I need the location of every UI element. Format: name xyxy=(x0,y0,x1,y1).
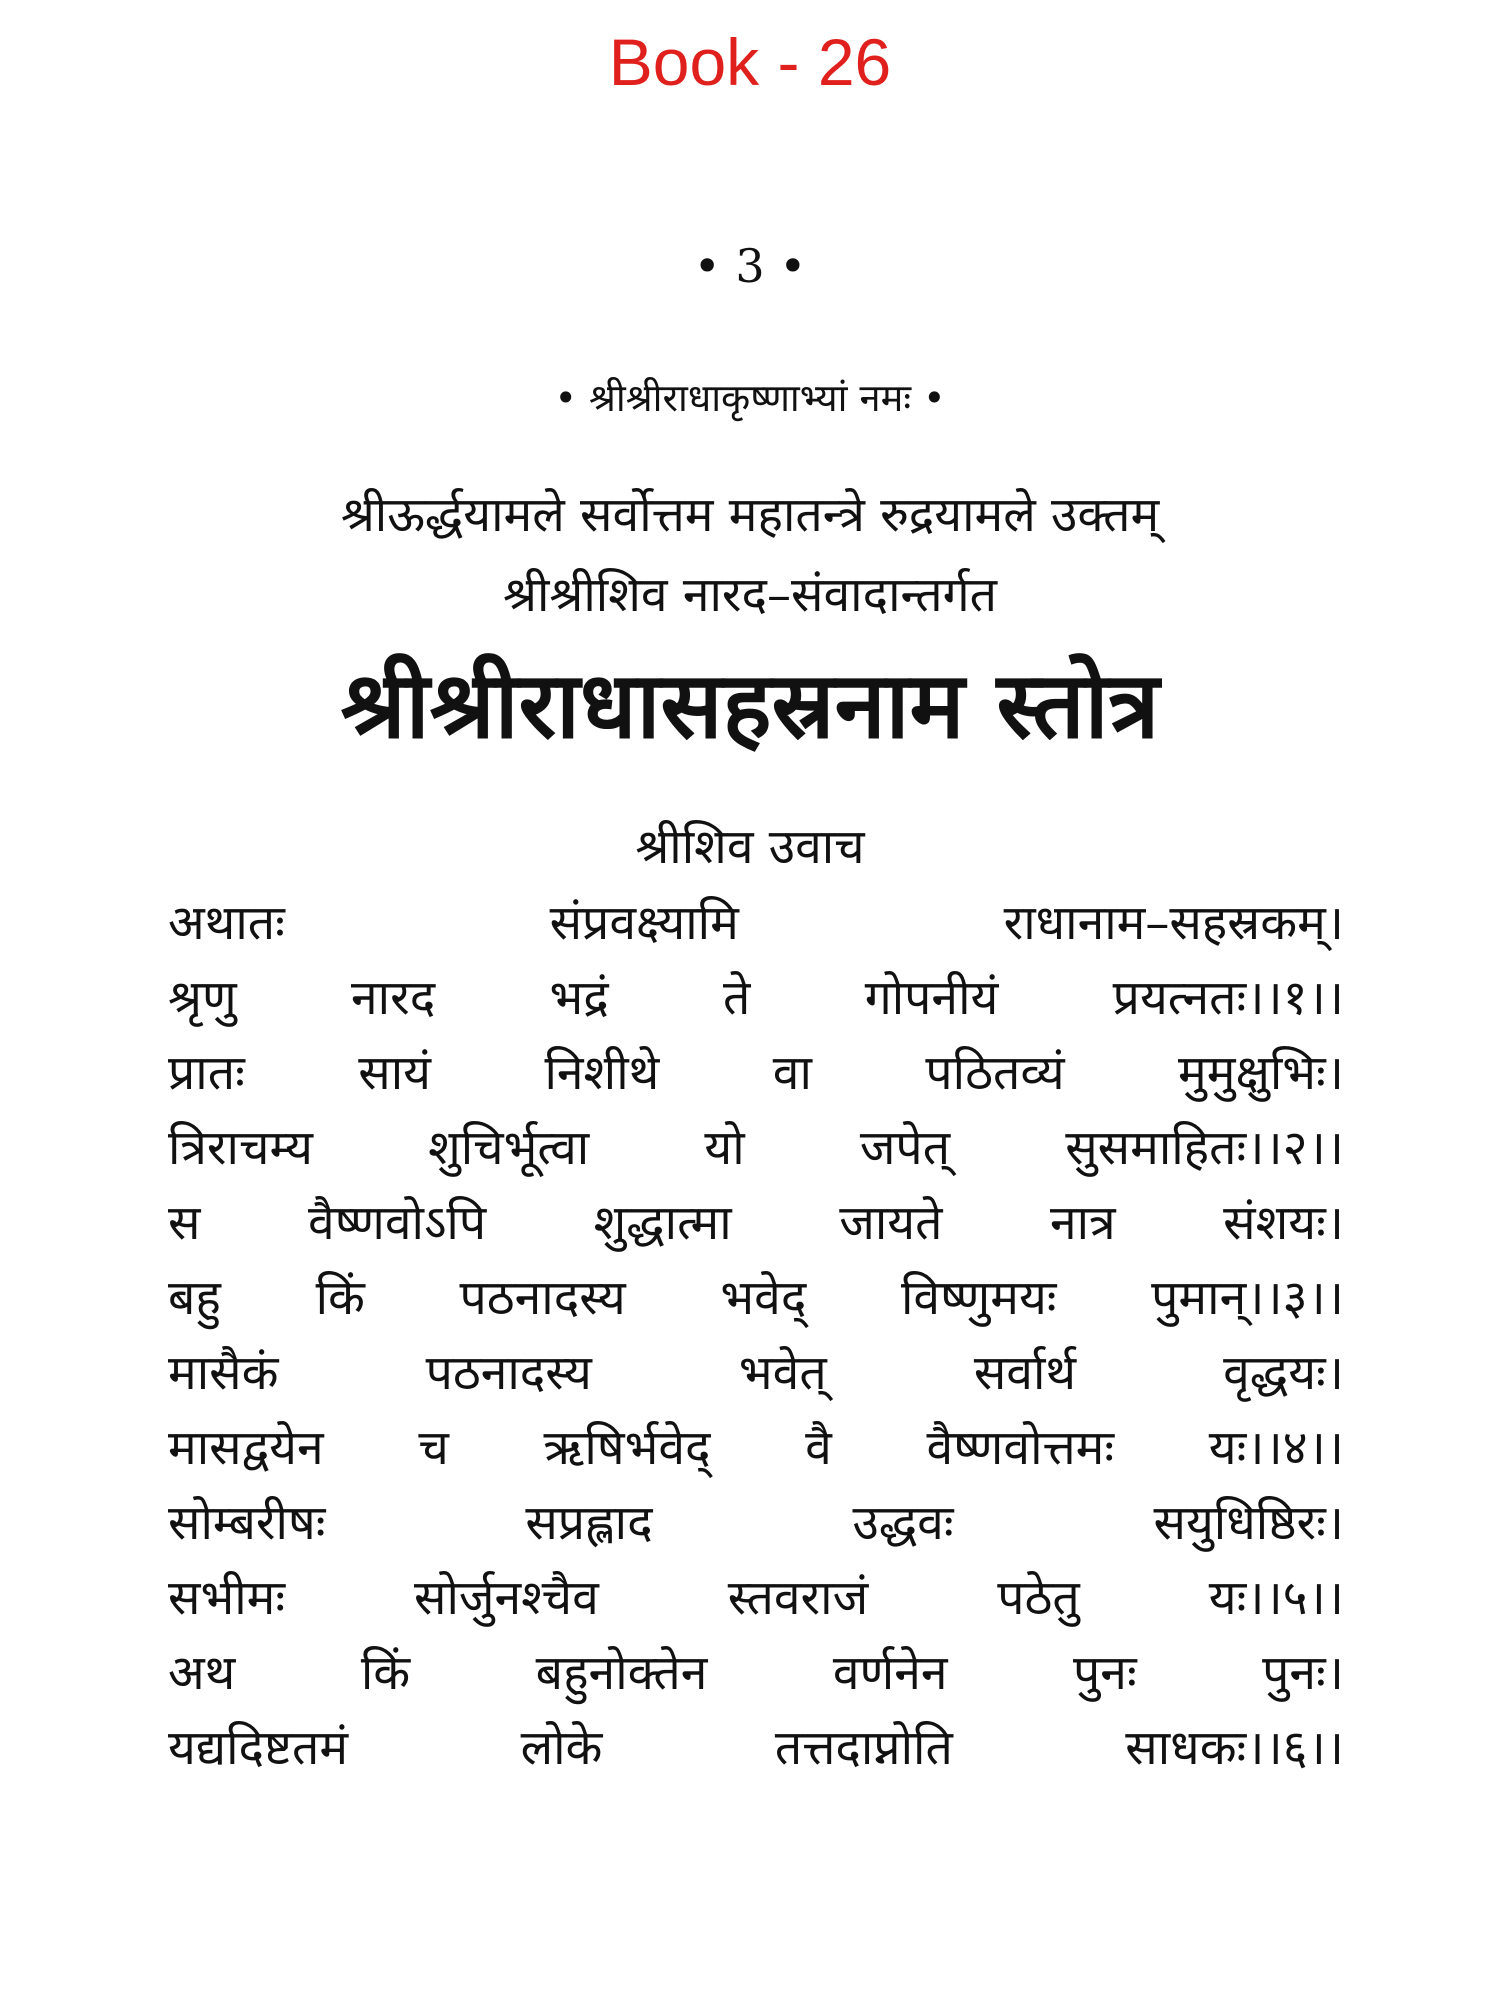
verse-word: सोर्जुनश्चैव xyxy=(414,1570,599,1626)
verse-word: त्रिराचम्य xyxy=(168,1120,313,1176)
verse-word: लोके xyxy=(520,1720,603,1776)
verse-word: यो xyxy=(704,1120,745,1176)
page-number: • 3 • xyxy=(693,239,807,293)
verse-line xyxy=(168,1636,1344,1711)
verse-word: प्रातः xyxy=(168,1045,245,1101)
verse-word: सयुधिष्ठिरः। xyxy=(1153,1495,1344,1551)
verse-word: वर्णनेन xyxy=(832,1645,948,1701)
verse-line xyxy=(168,961,1344,1036)
verse-word: नात्र xyxy=(1050,1195,1116,1251)
verse-line xyxy=(168,1336,1344,1411)
verse-word: च xyxy=(418,1420,449,1476)
verse-word: वा xyxy=(772,1045,812,1101)
verse-word: ते xyxy=(723,970,751,1026)
verse-line xyxy=(168,1111,1344,1186)
verse-word: सोम्बरीषः xyxy=(168,1495,326,1551)
verse-word: गोपनीयं xyxy=(864,970,999,1026)
verse-word: यद्यदिष्टतमं xyxy=(168,1720,349,1776)
verse-word: ऋषिर्भवेद् xyxy=(543,1420,711,1476)
verse-word: पठितव्यं xyxy=(925,1045,1065,1101)
verse-word: बहु xyxy=(168,1270,221,1326)
subtitle-line-2: श्रीश्रीशिव नारद–संवादान्तर्गत xyxy=(502,567,998,623)
verse-word: सुसमाहितः।।२।। xyxy=(1065,1120,1344,1176)
verse-word: सर्वार्थ xyxy=(973,1345,1077,1401)
verse-word: पुमान्।।३।। xyxy=(1151,1270,1344,1326)
verse-word: अथातः xyxy=(168,895,285,951)
verse-line xyxy=(168,1036,1344,1111)
verse-line xyxy=(168,1186,1344,1261)
verse-word: श्रृणु xyxy=(168,970,237,1026)
verse-word: प्रयत्नतः।।१।। xyxy=(1112,970,1344,1026)
speaker-heading: श्रीशिव उवाच xyxy=(635,819,865,875)
verse-line xyxy=(168,1261,1344,1336)
verse-line xyxy=(168,886,1344,961)
verse-line xyxy=(168,1411,1344,1486)
verse-word: पठेतु xyxy=(997,1570,1080,1626)
verse-word: वैष्णवोऽपि xyxy=(308,1195,487,1251)
verse-word: वैष्णवोत्तमः xyxy=(926,1420,1115,1476)
verse-word: शुद्धात्मा xyxy=(593,1195,732,1251)
verse-word: स्तवराजं xyxy=(727,1570,869,1626)
verse-word: पुनः xyxy=(1073,1645,1137,1701)
invocation: • श्रीश्रीराधाकृष्णाभ्यां नमः • xyxy=(554,376,946,420)
verse-word: मुमुक्षुभिः। xyxy=(1178,1045,1344,1101)
verse-list xyxy=(168,886,1344,1786)
verse-word: वै xyxy=(805,1420,832,1476)
verse-word: किं xyxy=(315,1270,365,1326)
verse-word: अथ xyxy=(168,1645,236,1701)
verse-word: यः।।५।। xyxy=(1208,1570,1344,1626)
verse-word: किं xyxy=(360,1645,411,1701)
verse-word: वृद्धयः। xyxy=(1223,1345,1344,1401)
verse-word: सभीमः xyxy=(168,1570,286,1626)
verse-word: स xyxy=(168,1195,201,1251)
verse-word: नारद xyxy=(351,970,436,1026)
verse-word: पुनः। xyxy=(1262,1645,1344,1701)
verse-line xyxy=(168,1711,1344,1786)
verse-word: शुचिर्भूत्वा xyxy=(428,1120,590,1176)
verse-word: भवेद् xyxy=(720,1270,807,1326)
verse-word: जपेत् xyxy=(859,1120,951,1176)
verse-word: मासद्वयेन xyxy=(168,1420,324,1476)
subtitle-line-1: श्रीऊर्द्धयामले सर्वोत्तम महातन्त्रे रुद्रयामले उक्तम् xyxy=(340,487,1160,543)
verse-line xyxy=(168,1561,1344,1636)
verse-word: बहुनोक्तेन xyxy=(535,1645,708,1701)
verse-word: राधानाम–सहस्रकम्। xyxy=(1003,895,1344,951)
verse-word: सायं xyxy=(358,1045,432,1101)
verse-word: भवेत् xyxy=(738,1345,827,1401)
verse-word: जायते xyxy=(839,1195,943,1251)
verse-word: मासैकं xyxy=(168,1345,279,1401)
verse-word: संप्रवक्ष्यामि xyxy=(549,895,739,951)
verse-word: भद्रं xyxy=(549,970,609,1026)
verse-word: पठनादस्य xyxy=(459,1270,626,1326)
verse-line xyxy=(168,1486,1344,1561)
verse-word: साधकः।।६।। xyxy=(1125,1720,1344,1776)
verse-word: सप्रह्लाद xyxy=(525,1495,653,1551)
verse-word: संशयः। xyxy=(1223,1195,1344,1251)
verse-word: पठनादस्य xyxy=(425,1345,592,1401)
verse-word: विष्णुमयः xyxy=(900,1270,1057,1326)
page-title: श्रीश्रीराधासहस्रनाम स्तोत्र xyxy=(340,651,1160,759)
verse-word: तत्तदाप्नोति xyxy=(774,1720,953,1776)
book-label: Book - 26 xyxy=(608,25,892,99)
verse-word: निशीथे xyxy=(544,1045,660,1101)
verse-word: यः।।४।। xyxy=(1208,1420,1344,1476)
verse-word: उद्धवः xyxy=(852,1495,954,1551)
